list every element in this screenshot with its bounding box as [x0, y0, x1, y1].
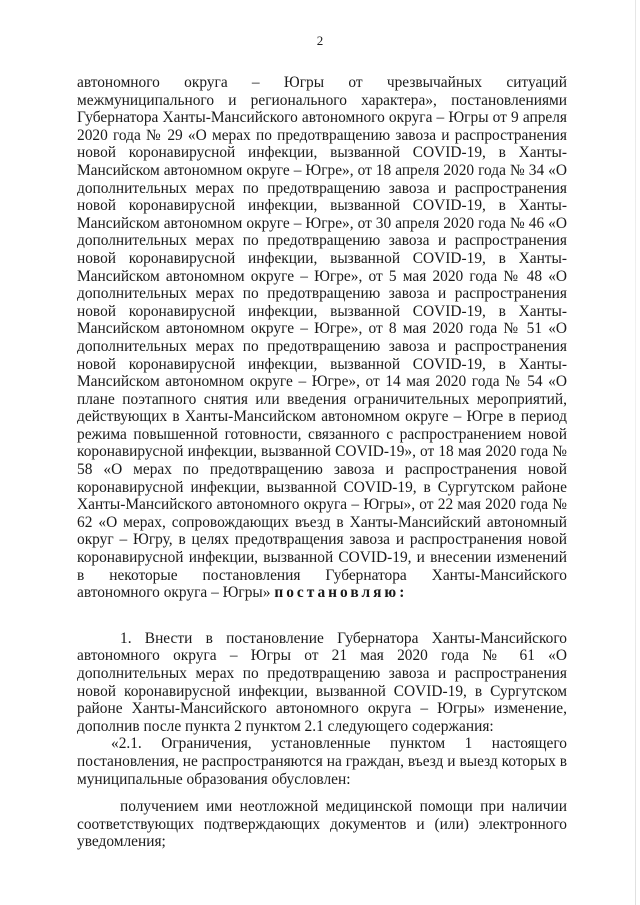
page-number: 2 [316, 33, 324, 48]
item-2-1-paragraph: «2.1. Ограничения, установленные пунктом 1 настоящего постановления, не распространяются на граждан, въезд и выезд которых в муниципальные образования обусловлен: [77, 735, 567, 788]
paragraph-gap [77, 602, 567, 630]
item-2-1-subitem: получением ими неотложной медицинской помощи при наличии соответствующих подтверждающих документов и (или) электронного уведомления; [77, 798, 567, 851]
intro-paragraph [77, 74, 567, 602]
intro-text: автономного округа – Югры от чрезвычайных ситуаций межмуниципального и регионального характера», постановлениями Губернатора Ханты-Мансийского автономного округа – Югры от 9 апреля 2020 года № 29 «О мерах по предотвращению завоза и распространения новой коронавирусной инфекции, вызванной COVID-19, в Ханты-Мансийском автономном округе – Югре», от 18 апреля 2020 года № 34 «О дополнительных мерах по предотвращению завоза и распространения новой коронавирусной инфекции, вызванной COVID-19, в Ханты-Мансийском автономном округе – Югре», от 30 апреля 2020 года № 46 «О дополнительных мерах по предотвращению завоза и распространения новой коронавирусной инфекции, вызванной COVID-19, в Ханты-Мансийском автономном округе – Югре», от 5 мая 2020 года № 48 «О дополнительных мерах по предотвращению завоза и распространения новой коронавирусной инфекции, вызванной COVID-19, в Ханты-Мансийском автономном округе – Югре», от 8 мая 2020 года № 51 «О дополнительных мерах по предотвращению завоза и распространения новой коронавирусной инфекции, вызванной COVID-19, в Ханты-Мансийском автономном округе – Югре», от 14 мая 2020 года № 54 «О плане поэтапного снятия или введения ограничительных мероприятий, действующих в Ханты-Мансийском автономном округе – Югре в период режима повышенной готовности, связанного с распространением новой коронавирусной инфекции, вызванной COVID-19», от 18 мая 2020 года № 58 «О мерах по предотвращению завоза и распространения новой коронавирусной инфекции, вызванной COVID-19, в Сургутском районе Ханты-Мансийского автономного округа – Югры», от 22 мая 2020 года № 62 «О мерах, сопровождающих въезд в Ханты-Мансийский автономный округ – Югру, в целях предотвращения завоза и распространения новой коронавирусной инфекции, вызванной COVID-19, и внесении изменений в некоторые постановления Губернатора Ханты-Мансийского автономного округа – Югры» [77, 74, 567, 602]
decree-word: постановляю: [274, 584, 408, 602]
paragraph-gap-small [77, 788, 567, 798]
item-1-paragraph: 1. Внести в постановление Губернатора Ханты-Мансийского автономного округа – Югры от 21 мая 2020 года № 61 «О дополнительных мерах по предотвращению завоза и распространения новой коронавирусной инфекции, вызванной COVID-19, в Сургутском районе Ханты-Мансийского автономного округа – Югры» изменение, дополнив после пункта 2 пунктом 2.1 следующего содержания: [77, 629, 567, 735]
document-body [77, 74, 567, 851]
scan-edge-line [635, 0, 636, 905]
